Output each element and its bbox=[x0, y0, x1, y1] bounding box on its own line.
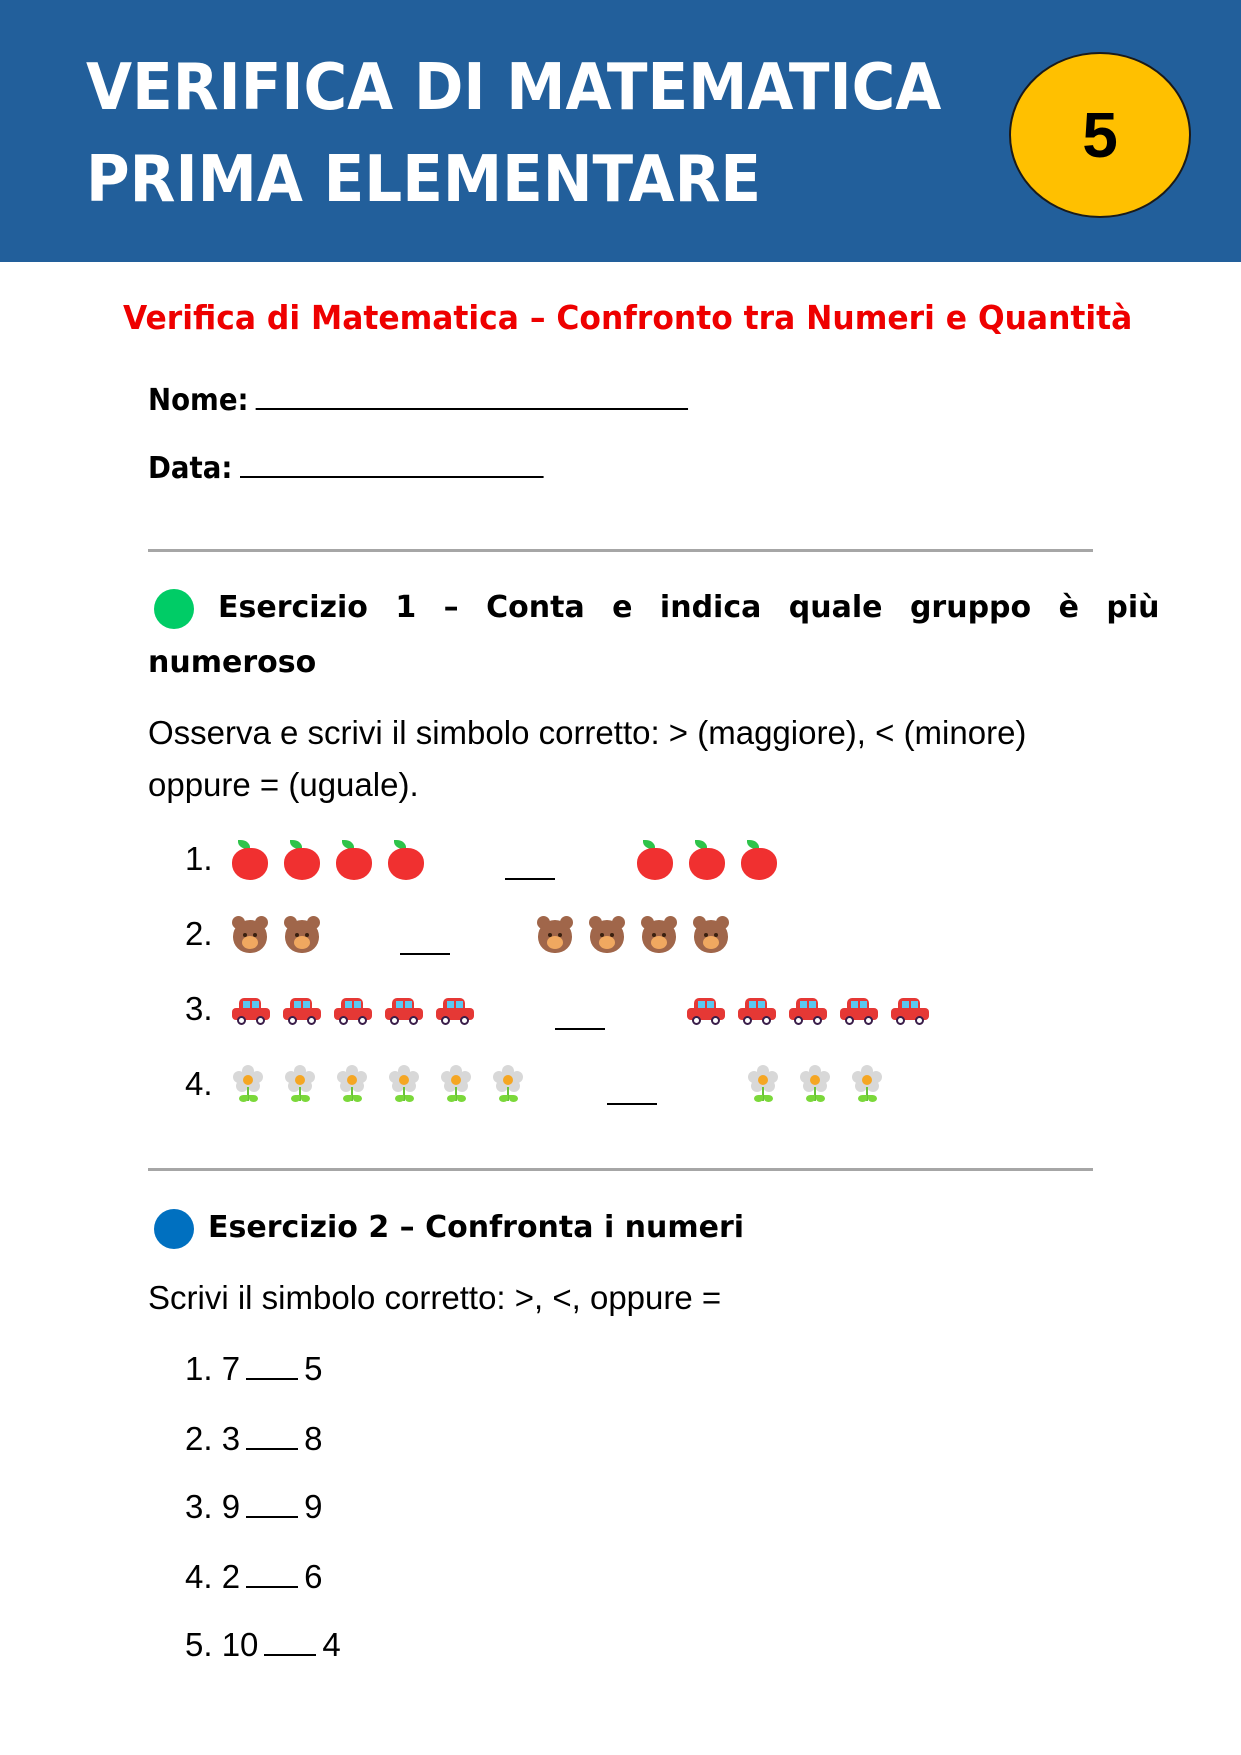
divider bbox=[148, 1168, 1093, 1171]
bear-icon bbox=[691, 915, 731, 955]
right-number: 6 bbox=[304, 1558, 323, 1595]
item-number: 3. bbox=[185, 1488, 213, 1525]
bear-icon bbox=[282, 915, 322, 955]
apple-icon bbox=[334, 840, 374, 880]
car-icon bbox=[332, 996, 374, 1026]
exercise1-instruction-line1: Osserva e scrivi il simbolo corretto: > (maggiore), < (minore) bbox=[148, 714, 1027, 751]
subtitle: Verifica di Matematica – Confronto tra Numeri e Quantità bbox=[123, 298, 1133, 337]
grade-badge-value: 5 bbox=[1082, 99, 1118, 171]
title-line-1: VERIFICA DI MATEMATICA bbox=[86, 51, 942, 125]
exercise2-item bbox=[185, 1488, 322, 1526]
right-number: 9 bbox=[304, 1488, 323, 1525]
name-blank-line[interactable] bbox=[256, 378, 688, 410]
left-number: 3 bbox=[221, 1420, 241, 1457]
exercise1-title-continued: numeroso bbox=[148, 645, 317, 680]
answer-blank[interactable] bbox=[555, 1028, 605, 1030]
date-label: Data: bbox=[148, 451, 233, 486]
blue-dot-icon bbox=[154, 1209, 194, 1249]
apple-icon bbox=[230, 840, 270, 880]
exercise2-item bbox=[185, 1626, 341, 1664]
exercise2-item bbox=[185, 1350, 322, 1388]
exercise1-instruction bbox=[148, 707, 1026, 811]
left-group bbox=[230, 915, 322, 955]
item-number: 5. bbox=[185, 1626, 213, 1663]
grade-badge bbox=[1009, 52, 1191, 218]
car-icon bbox=[434, 996, 476, 1026]
flower-icon bbox=[849, 1065, 885, 1105]
green-dot-icon bbox=[154, 589, 194, 629]
exercise2-instruction: Scrivi il simbolo corretto: >, <, oppure = bbox=[148, 1279, 722, 1316]
date-field[interactable] bbox=[148, 446, 543, 486]
answer-blank[interactable] bbox=[607, 1103, 657, 1105]
right-group bbox=[635, 840, 779, 880]
bear-icon bbox=[535, 915, 575, 955]
answer-blank[interactable] bbox=[246, 1420, 298, 1450]
right-group bbox=[535, 915, 731, 955]
car-icon bbox=[889, 996, 931, 1026]
left-group bbox=[230, 990, 476, 1026]
right-group bbox=[685, 990, 931, 1026]
left-group bbox=[230, 1065, 526, 1105]
name-field[interactable] bbox=[148, 378, 688, 418]
answer-blank[interactable] bbox=[400, 953, 450, 955]
left-number: 10 bbox=[221, 1626, 259, 1663]
exercise1-title-line1: Esercizio 1 – Conta e indica quale gruppo è più bbox=[218, 590, 1160, 625]
exercise1-title bbox=[218, 590, 1160, 625]
title-line-2: PRIMA ELEMENTARE bbox=[86, 143, 762, 217]
car-icon bbox=[736, 996, 778, 1026]
flower-icon bbox=[386, 1065, 422, 1105]
flower-icon bbox=[490, 1065, 526, 1105]
apple-icon bbox=[282, 840, 322, 880]
right-number: 4 bbox=[322, 1626, 341, 1663]
divider bbox=[148, 549, 1093, 552]
car-icon bbox=[230, 996, 272, 1026]
car-icon bbox=[685, 996, 727, 1026]
item-number: 1. bbox=[185, 840, 213, 877]
item-number: 1. bbox=[185, 1350, 213, 1387]
answer-blank[interactable] bbox=[505, 878, 555, 880]
flower-icon bbox=[230, 1065, 266, 1105]
exercise1-instruction-line2: oppure = (uguale). bbox=[148, 766, 419, 803]
car-icon bbox=[383, 996, 425, 1026]
left-number: 7 bbox=[221, 1350, 241, 1387]
flower-icon bbox=[282, 1065, 318, 1105]
item-number: 3. bbox=[185, 990, 213, 1027]
answer-blank[interactable] bbox=[246, 1488, 298, 1518]
bear-icon bbox=[639, 915, 679, 955]
bear-icon bbox=[230, 915, 270, 955]
car-icon bbox=[838, 996, 880, 1026]
flower-icon bbox=[334, 1065, 370, 1105]
left-number: 9 bbox=[221, 1488, 241, 1525]
item-number: 2. bbox=[185, 915, 213, 952]
right-group bbox=[745, 1065, 885, 1105]
item-number: 4. bbox=[185, 1558, 213, 1595]
flower-icon bbox=[797, 1065, 833, 1105]
left-group bbox=[230, 840, 426, 880]
answer-blank[interactable] bbox=[246, 1350, 298, 1380]
page-title bbox=[86, 42, 941, 226]
apple-icon bbox=[386, 840, 426, 880]
answer-blank[interactable] bbox=[264, 1626, 316, 1656]
exercise2-title: Esercizio 2 – Confronta i numeri bbox=[208, 1210, 745, 1245]
flower-icon bbox=[745, 1065, 781, 1105]
apple-icon bbox=[635, 840, 675, 880]
left-number: 2 bbox=[221, 1558, 241, 1595]
exercise2-item bbox=[185, 1420, 322, 1458]
bear-icon bbox=[587, 915, 627, 955]
answer-blank[interactable] bbox=[246, 1558, 298, 1588]
right-number: 8 bbox=[304, 1420, 323, 1457]
exercise2-item bbox=[185, 1558, 322, 1596]
apple-icon bbox=[739, 840, 779, 880]
apple-icon bbox=[687, 840, 727, 880]
item-number: 4. bbox=[185, 1065, 213, 1102]
header-banner bbox=[0, 0, 1241, 262]
item-number: 2. bbox=[185, 1420, 213, 1457]
name-label: Nome: bbox=[148, 383, 249, 418]
right-number: 5 bbox=[304, 1350, 323, 1387]
flower-icon bbox=[438, 1065, 474, 1105]
date-blank-line[interactable] bbox=[240, 446, 544, 478]
car-icon bbox=[787, 996, 829, 1026]
car-icon bbox=[281, 996, 323, 1026]
